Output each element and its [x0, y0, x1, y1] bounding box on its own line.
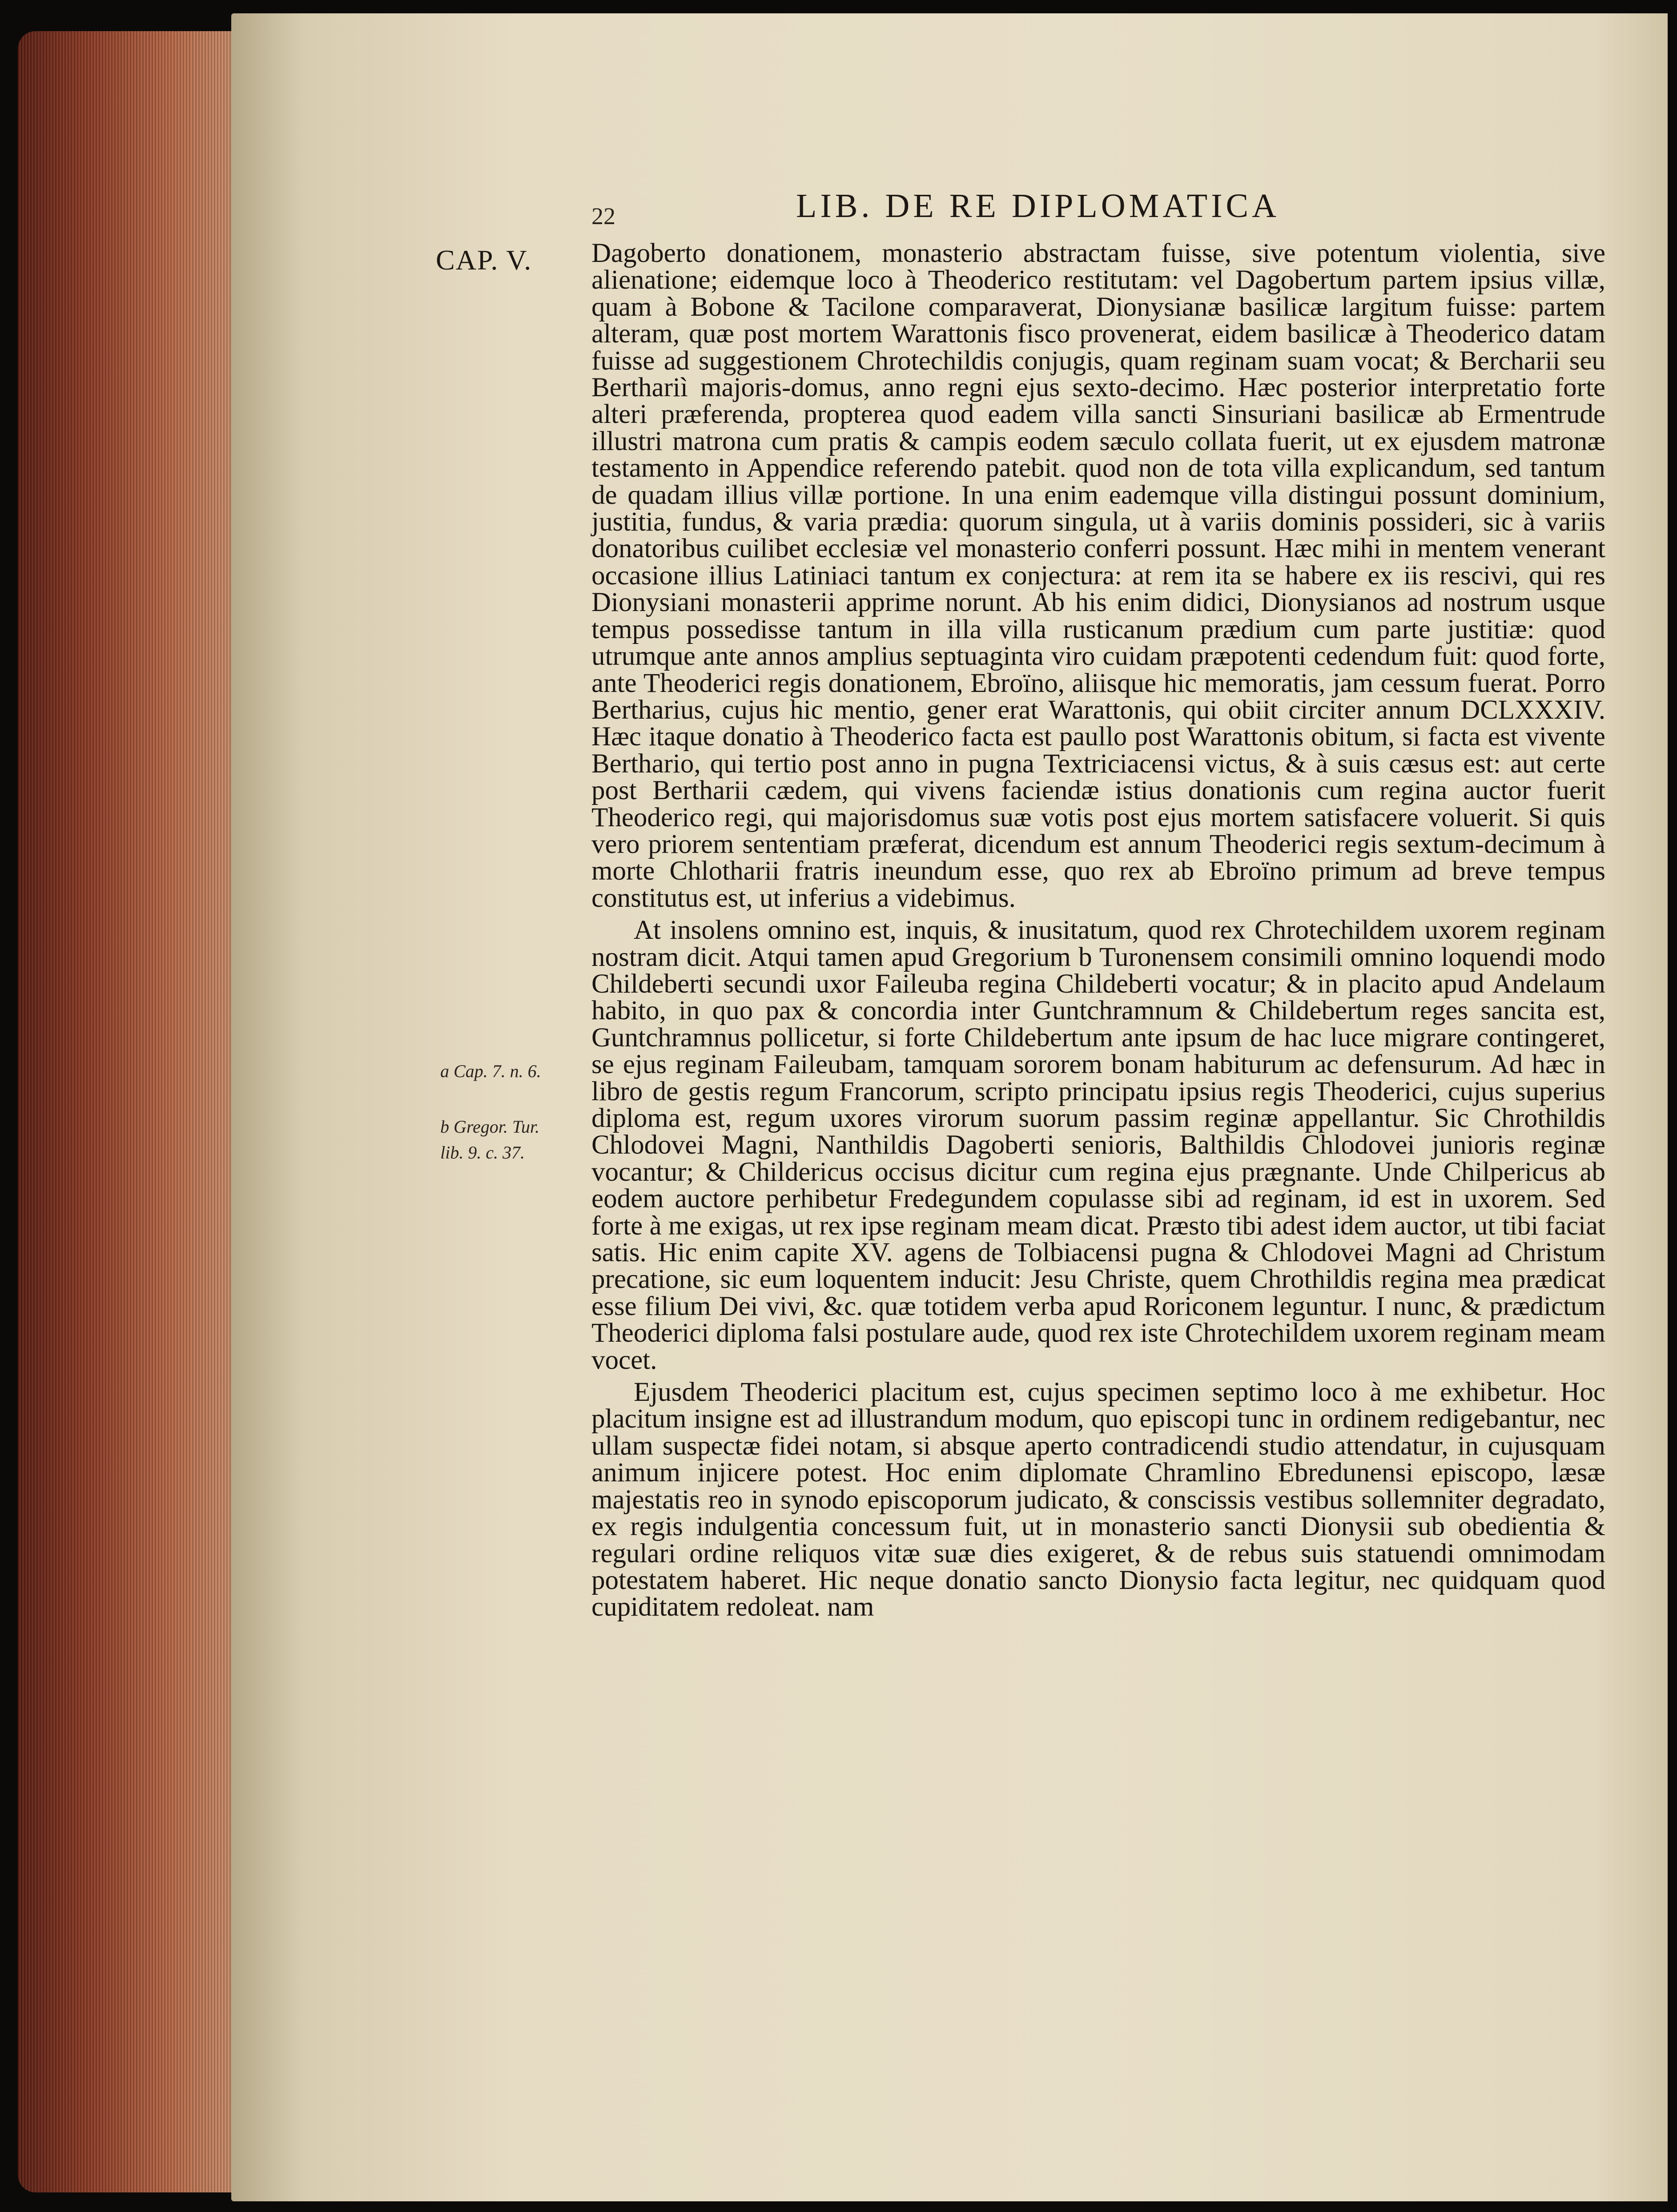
- margin-note-a: a Cap. 7. n. 6.: [440, 1061, 541, 1081]
- margin-note-b: b Gregor. Tur. lib. 9. c. 37.: [440, 1117, 540, 1162]
- chapter-label: CAP. V.: [436, 244, 532, 276]
- running-head: LIB. DE RE DIPLOMATICA: [796, 187, 1280, 225]
- page-number: 22: [591, 203, 615, 229]
- paragraph-2: At insolens omnino est, inquis, & inusitatum, quod rex Chrotechildem uxorem reginam nostram dicit. Atqui tamen apud Gregorium b Turonensem consimili omnino loquendi modo Childeberti secundi uxor Faileuba regina Childeberti vocatur; & in placito apud Andelaum habito, in quo pax & concordia inter Guntchramnum & Childebertum reges sancita est, Guntchramnus pollicetur, si forte Childebertum ante ipsum de hac luce migrare contingeret, se ejus reginam Faileubam, tamquam sororem bonam habiturum ac defensurum. Ad hæc in libro de gestis regum Francorum, scripto principatu ipsius regis Theoderici, cujus superius diploma est, regum uxores virorum suorum passim reginæ appellantur. Sic Chrothildis Chlodovei Magni, Nanthildis Dagoberti senioris, Balthildis Chlodovei junioris reginæ vocantur; & Childericus occisus dicitur cum regina ejus prægnante. Unde Chilpericus ab eodem auctore perhibetur Fredegundem copulasse sibi ad reginam, id est in uxorem. Sed forte à me exigas, ut rex ipse reginam meam dicat. Præsto tibi adest idem auctor, ut tibi faciat satis. Hic enim capite XV. agens de Tolbiacensi pugna & Chlodovei Magni ad Christum precatione, sic eum loquentem inducit: Jesu Christe, quem Chrothildis regina mea prædicat esse filium Dei vivi, &c. quæ totidem verba apud Roriconem leguntur. I nunc, & prædictum Theoderici diploma falsi postulare aude, quod rex iste Chrotechildem uxorem reginam meam vocet.: [591, 915, 1605, 1375]
- paragraph-3: Ejusdem Theoderici placitum est, cujus specimen septimo loco à me exhibetur. Hoc placitum insigne est ad illustrandum modum, quo episcopi tunc in ordinem redigebantur, nec ullam suspectæ fidei notam, si absque aperto contradicendi studio attendatur, in cujusquam animum injicere potest. Hoc enim diplomate Chramlino Ebredunensi episcopo, læsæ majestatis reo in synodo episcoporum judicato, & conscissis vestibus sollemniter degradato, ex regis indulgentia concessum fuit, ut in monasterio sancti Dionysii sub obedientia & regulari ordine reliquos vitæ suæ dies exigeret, & de rebus suis statuendi omnimodam potestatem haberet. Hic neque donatio sancto Dionysio facta legitur, nec quidquam quod cupiditatem redoleat. nam: [591, 1377, 1605, 1622]
- body-text: [591, 240, 1605, 1621]
- book-page-edges: [18, 31, 240, 2192]
- paragraph-1: Dagoberto donationem, monasterio abstractam fuisse, sive potentum violentia, sive alienatione; eidemque loco à Theoderico restitutam: vel Dagobertum partem ipsius villæ, quam à Bobone & Tacilone comparaverat, Dionysianæ basilicæ largitum fuisse: partem alteram, quæ post mortem Warattonis fisco provenerat, eidem basilicæ à Theoderico datam fuisse ad suggestionem Chrotechildis conjugis, quam reginam suam vocat; & Bercharii seu Berthariì majoris-domus, anno regni ejus sexto-decimo. Hæc posterior interpretatio forte alteri præferenda, propterea quod eadem villa sancti Sinsuriani basilicæ ab Ermentrude illustri matrona cum pratis & campis eodem sæculo collata fuerit, ut ex ejusdem matronæ testamento in Appendice referendo patebit. quod non de tota villa explicandum, sed tantum de quadam illius villæ portione. In una enim eademque villa distingui possunt dominium, justitia, fundus, & varia prædia: quorum singula, ut à variis dominis possideri, sic à variis donatoribus cuilibet ecclesiæ vel monasterio conferri possunt. Hæc mihi in mentem venerant occasione illius Latiniaci tantum ex conjectura: at rem ita se habere ex iis rescivi, qui res Dionysiani monasterii apprime norunt. Ab his enim didici, Dionysianos ad nostrum usque tempus possedisse tantum in illa villa rusticanum prædium cum parte justitiæ: quod utrumque ante annos amplius septuaginta viro cuidam præpotenti cedendum fuit: quod forte, ante Theoderici regis donationem, Ebroïno, aliisque hic memoratis, jam cessum fuerat. Porro Bertharius, cujus hic mentio, gener erat Warattonis, qui obiit circiter annum DCLXXXIV. Hæc itaque donatio à Theoderico facta est paullo post Warattonis obitum, si facta est vivente Berthario, qui tertio post anno in pugna Textriciacensi victus, & à suis cæsus est: aut certe post Bertharii cædem, qui vivens faciendæ istius donationis cum regina auctor fuerit Theoderico regi, qui majorisdomus suæ votis post ejus mortem satisfacere voluerit. Si quis vero priorem sententiam præferat, dicendum est annum Theoderici regis sextum-decimum à morte Chlotharii fratris ineundum esse, quo rex ab Ebroïno primum ad breve tempus constitutus est, ut inferius a videbimus.: [591, 238, 1605, 913]
